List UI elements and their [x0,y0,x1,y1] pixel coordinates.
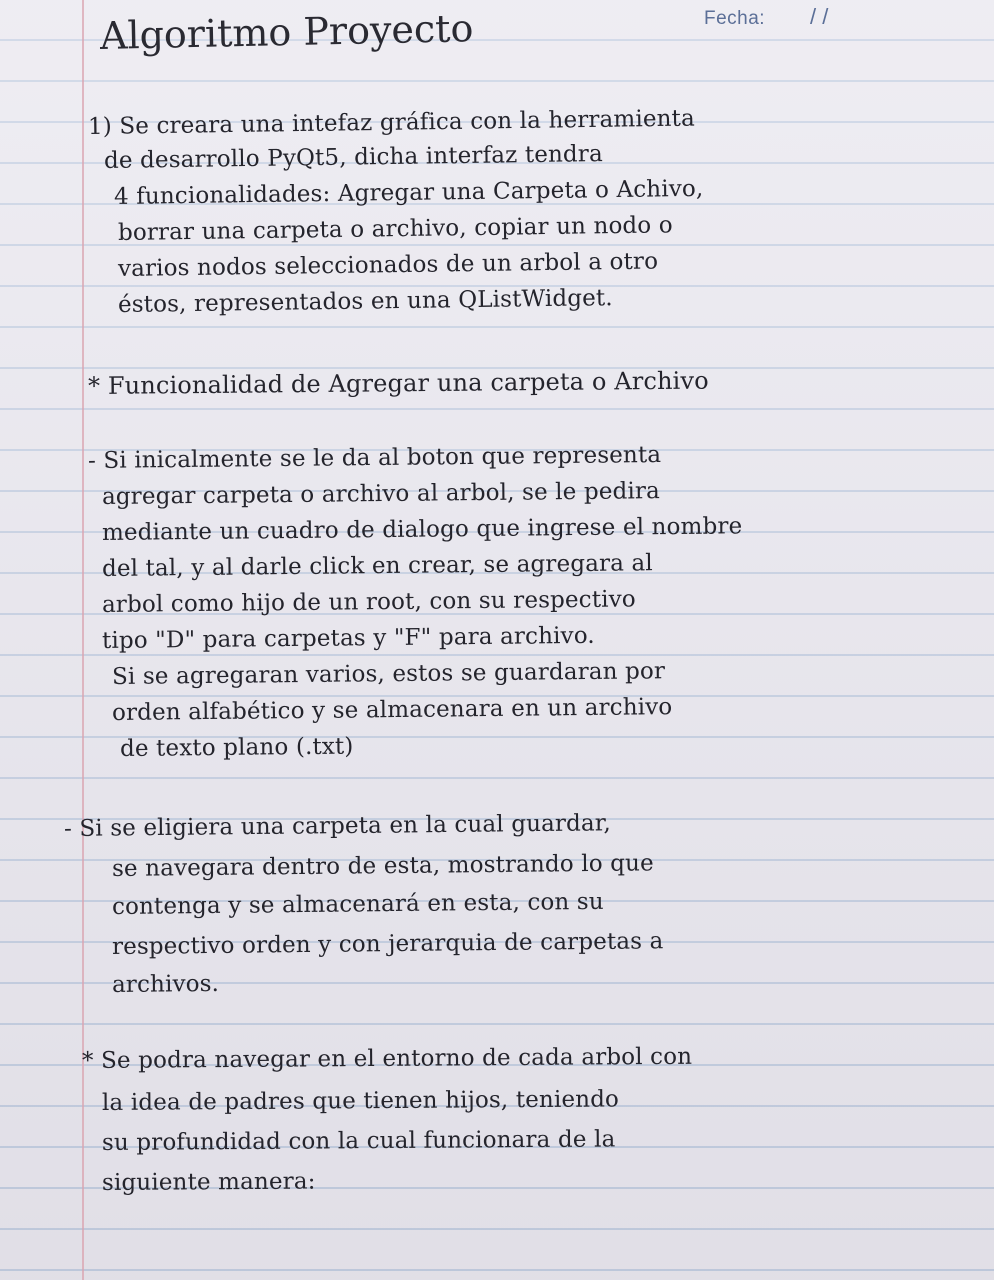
date-label: Fecha: [704,8,766,29]
nav-line-1: * Se podra navegar en el entorno de cada arbol con [81,1043,693,1074]
nav-line-4: siguiente manera: [101,1168,316,1196]
intro-line-4: borrar una carpeta o archivo, copiar un nodo o [117,212,673,246]
nav-line-2: la idea de padres que tienen hijos, teniendo [101,1086,620,1116]
date-slashes: / / [810,4,829,29]
intro-line-6: éstos, representados en una QListWidget. [117,285,613,318]
feature-heading: * Funcionalidad de Agregar una carpeta o Archivo [87,366,709,400]
add-line-5: arbol como hijo de un root, con su respectivo [101,586,636,618]
intro-line-2: de desarrollo PyQt5, dicha interfaz tendra [103,141,604,174]
add-line-8: orden alfabético y se almacenara en un archivo [111,694,673,726]
add-line-1: - Si inicalmente se le da al boton que representa [87,441,662,474]
folder-line-3: contenga y se almacenará en esta, con su [111,888,604,920]
page-title: Algoritmo Proyecto [99,6,474,58]
folder-line-5: archivos. [111,970,220,998]
add-line-9: de texto plano (.txt) [119,733,354,762]
nav-line-3: su profundidad con la cual funcionara de la [101,1126,616,1156]
intro-line-3: 4 funcionalidades: Agregar una Carpeta o Achivo, [113,175,704,210]
margin-line [82,0,84,1280]
folder-line-4: respectivo orden y con jerarquia de carpetas a [111,928,664,960]
add-line-6: tipo "D" para carpetas y "F" para archivo. [101,622,595,654]
add-line-4: del tal, y al darle click en crear, se agregara al [101,550,653,582]
add-line-7: Si se agregaran varios, estos se guardaran por [111,658,666,690]
intro-line-5: varios nodos seleccionados de un arbol a otro [117,248,659,282]
add-line-3: mediante un cuadro de dialogo que ingrese el nombre [101,513,743,546]
folder-line-1: - Si se eligiera una carpeta en la cual guardar, [63,810,612,842]
folder-line-2: se navegara dentro de esta, mostrando lo que [111,850,654,882]
add-line-2: agregar carpeta o archivo al arbol, se le pedira [101,478,661,510]
intro-line-1: 1) Se creara una intefaz gráfica con la herramienta [87,105,696,140]
